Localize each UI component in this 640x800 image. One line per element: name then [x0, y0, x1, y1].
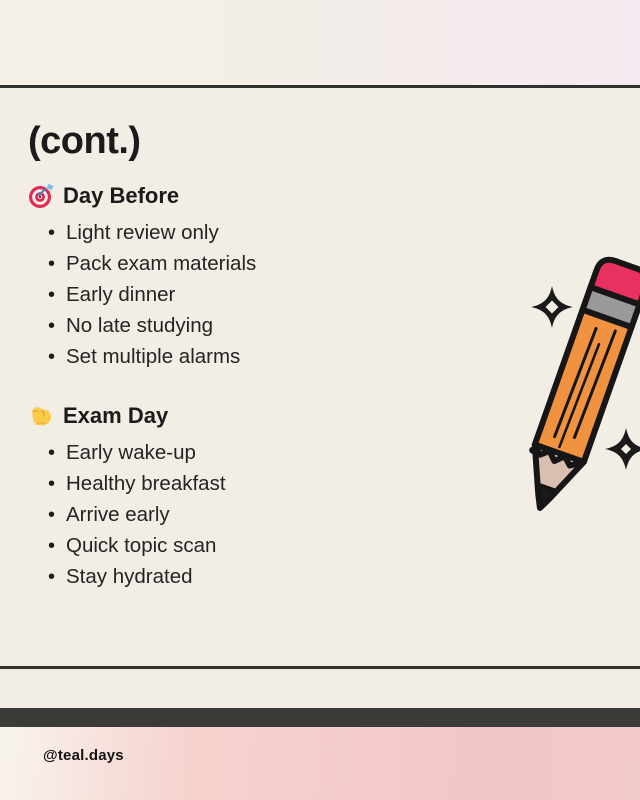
cream-gap-band [0, 672, 640, 708]
list-item-text: Stay hydrated [66, 565, 193, 588]
account-handle: @teal.days [43, 747, 124, 764]
bullet-dot: • [48, 504, 56, 526]
list-item [28, 217, 388, 248]
list-item-text: Light review only [66, 221, 219, 244]
content-card [0, 91, 640, 669]
sparkle-icon [604, 427, 640, 471]
target-emoji-icon [28, 183, 54, 209]
footer-divider-bar [0, 708, 640, 727]
section-heading-label: Exam Day [63, 403, 169, 428]
bullet-dot: • [48, 346, 56, 368]
list-item [28, 341, 388, 372]
list-item-text: Arrive early [66, 503, 170, 526]
exam-day-list [28, 437, 388, 592]
page-title: (cont.) [28, 120, 141, 162]
list-item [28, 468, 388, 499]
list-item [28, 530, 388, 561]
bullet-dot: • [48, 535, 56, 557]
list-item-text: Pack exam materials [66, 252, 257, 275]
section-heading-label: Day Before [63, 183, 180, 208]
bottom-gradient-band [0, 727, 640, 800]
list-item-text: Early wake-up [66, 441, 196, 464]
list-item [28, 248, 388, 279]
list-item-text: Healthy breakfast [66, 472, 226, 495]
bullet-dot: • [48, 315, 56, 337]
bullet-dot: • [48, 566, 56, 588]
bullet-dot: • [48, 284, 56, 306]
bullet-dot: • [48, 442, 56, 464]
list-item [28, 437, 388, 468]
bullet-dot: • [48, 473, 56, 495]
list-item-text: Set multiple alarms [66, 345, 241, 368]
top-gradient-band [0, 0, 640, 88]
list-item [28, 561, 388, 592]
list-item-text: No late studying [66, 314, 214, 337]
list-item [28, 499, 388, 530]
sparkle-icon [530, 285, 574, 329]
list-item [28, 310, 388, 341]
flexed-biceps-emoji-icon [28, 403, 54, 429]
section-heading-exam-day [28, 403, 168, 429]
list-item-text: Early dinner [66, 283, 176, 306]
bullet-dot: • [48, 253, 56, 275]
list-item [28, 279, 388, 310]
day-before-list [28, 217, 388, 372]
list-item-text: Quick topic scan [66, 534, 217, 557]
section-heading-day-before [28, 183, 179, 209]
bullet-dot: • [48, 222, 56, 244]
